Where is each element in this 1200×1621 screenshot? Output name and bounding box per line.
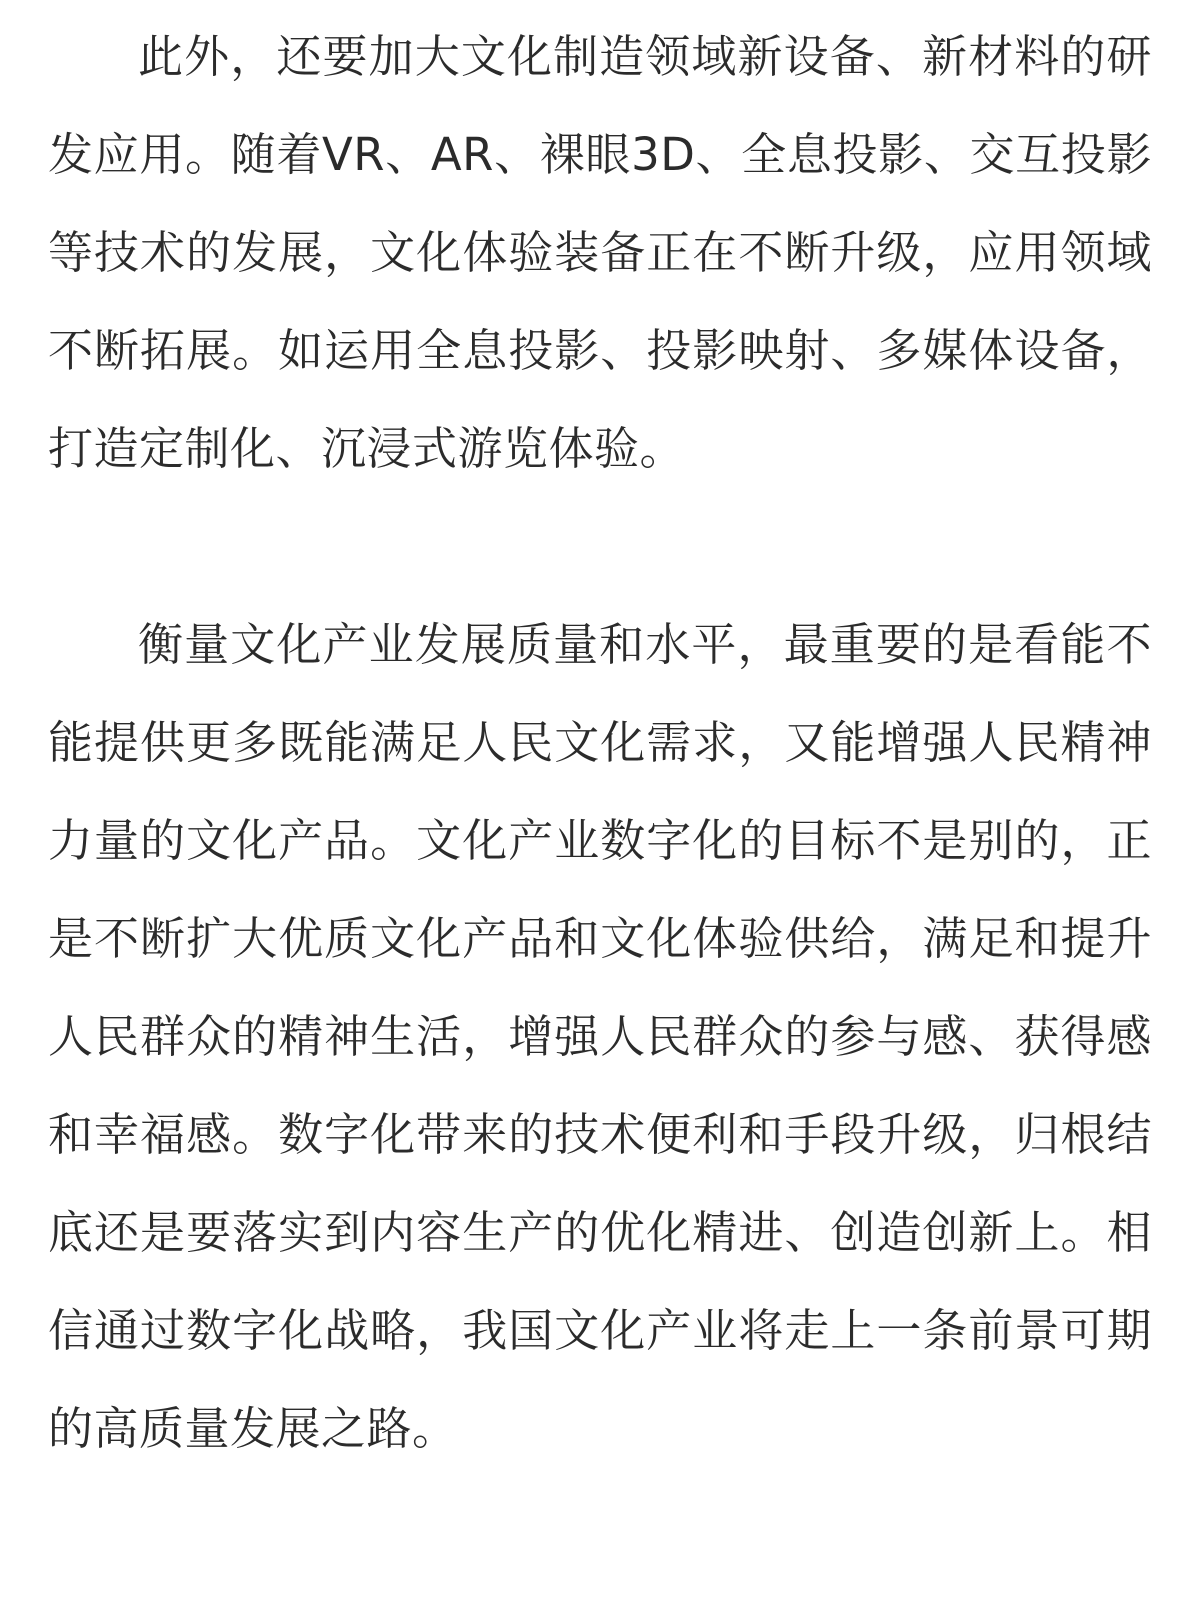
paragraph-1: 此外，还要加大文化制造领域新设备、新材料的研发应用。随着VR、AR、裸眼3D、全息投影、交互投影等技术的发展，文化体验装备正在不断升级，应用领域不断拓展。如运用全息投影、投影映射、多媒体设备，打造定制化、沉浸式游览体验。: [48, 30, 1152, 475]
paragraph-2: 衡量文化产业发展质量和水平，最重要的是看能不能提供更多既能满足人民文化需求，又能增强人民精神力量的文化产品。文化产业数字化的目标不是别的，正是不断扩大优质文化产品和文化体验供给，满足和提升人民群众的精神生活，增强人民群众的参与感、获得感和幸福感。数字化带来的技术便利和手段升级，归根结底还是要落实到内容生产的优化精进、创造创新上。相信通过数字化战略，我国文化产业将走上一条前景可期的高质量发展之路。: [48, 618, 1152, 1455]
paragraph-gap: [48, 498, 1152, 596]
